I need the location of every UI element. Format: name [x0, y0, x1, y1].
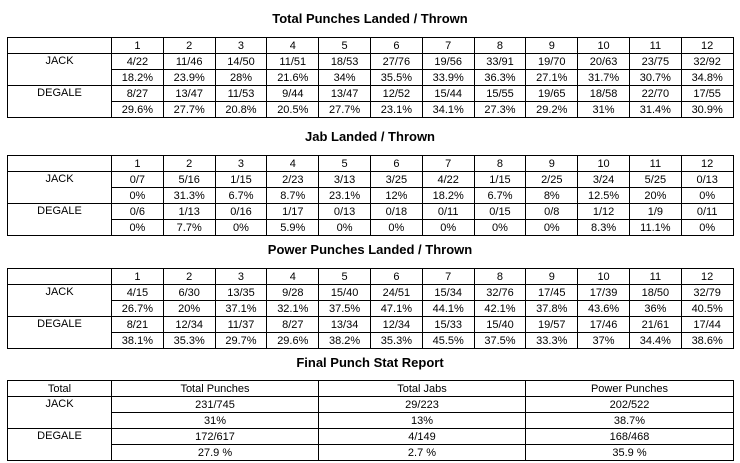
pct-cell: 28% [215, 70, 267, 86]
stat-cell: 1/15 [474, 172, 526, 188]
pct-cell: 31% [578, 102, 630, 118]
jack-totals-pct-row [8, 413, 734, 429]
round-header: 4 [267, 38, 319, 54]
jack-totals-row [8, 397, 734, 413]
round-header: 5 [319, 156, 371, 172]
stat-cell: 22/70 [629, 86, 681, 102]
round-header: 3 [215, 269, 267, 285]
fighter-name-degale: DEGALE [8, 429, 112, 461]
degale-pct-row [8, 102, 734, 118]
pct-cell: 37% [578, 333, 630, 349]
pct-cell: 45.5% [422, 333, 474, 349]
stat-cell: 11/46 [163, 54, 215, 70]
stat-cell: 1/15 [215, 172, 267, 188]
stat-cell: 4/22 [422, 172, 474, 188]
pct-cell: 0% [112, 220, 164, 236]
pct-cell: 21.6% [267, 70, 319, 86]
stat-cell: 4/15 [112, 285, 164, 301]
pct-cell: 29.2% [526, 102, 578, 118]
header-empty-cell [8, 269, 112, 285]
header-empty-cell [8, 156, 112, 172]
stat-cell: 17/44 [681, 317, 733, 333]
total-punches-table [7, 37, 734, 118]
stat-cell: 0/11 [681, 204, 733, 220]
stat-cell: 12/52 [370, 86, 422, 102]
stat-cell: 0/7 [112, 172, 164, 188]
pct-cell: 31.4% [629, 102, 681, 118]
pct-cell: 8.7% [267, 188, 319, 204]
stat-cell: 5/25 [629, 172, 681, 188]
stat-cell: 0/16 [215, 204, 267, 220]
stat-cell: 27/76 [370, 54, 422, 70]
jabs-table [7, 155, 734, 236]
jack-landed-row [8, 54, 734, 70]
pct-cell: 37.8% [526, 301, 578, 317]
stat-cell: 202/522 [526, 397, 734, 413]
pct-cell: 20.5% [267, 102, 319, 118]
pct-cell: 33.3% [526, 333, 578, 349]
pct-cell: 35.5% [370, 70, 422, 86]
stat-cell: 17/45 [526, 285, 578, 301]
pct-cell: 29.6% [267, 333, 319, 349]
stat-cell: 15/33 [422, 317, 474, 333]
round-header: 8 [474, 38, 526, 54]
round-header: 9 [526, 156, 578, 172]
round-header: 2 [163, 38, 215, 54]
stat-cell: 4/22 [112, 54, 164, 70]
pct-cell: 32.1% [267, 301, 319, 317]
stat-cell: 0/13 [681, 172, 733, 188]
fighter-name-jack: JACK [8, 54, 112, 86]
fighter-name-jack: JACK [8, 397, 112, 429]
pct-cell: 20.8% [215, 102, 267, 118]
pct-cell: 40.5% [681, 301, 733, 317]
pct-cell: 38.2% [319, 333, 371, 349]
stat-cell: 15/34 [422, 285, 474, 301]
pct-cell: 8.3% [578, 220, 630, 236]
pct-cell: 36.3% [474, 70, 526, 86]
pct-cell: 30.7% [629, 70, 681, 86]
stat-cell: 0/11 [422, 204, 474, 220]
pct-cell: 34.1% [422, 102, 474, 118]
column-header: Total Jabs [319, 381, 526, 397]
stat-cell: 18/58 [578, 86, 630, 102]
rounds-header-row [8, 156, 734, 172]
round-header: 7 [422, 38, 474, 54]
stat-cell: 19/57 [526, 317, 578, 333]
stat-cell: 0/15 [474, 204, 526, 220]
pct-cell: 8% [526, 188, 578, 204]
pct-cell: 12.5% [578, 188, 630, 204]
round-header: 6 [370, 269, 422, 285]
stat-cell: 32/79 [681, 285, 733, 301]
stat-cell: 32/92 [681, 54, 733, 70]
pct-cell: 37.5% [474, 333, 526, 349]
jack-landed-row [8, 172, 734, 188]
fighter-name-degale: DEGALE [8, 86, 112, 118]
stat-cell: 231/745 [112, 397, 319, 413]
pct-cell: 23.9% [163, 70, 215, 86]
pct-cell: 37.1% [215, 301, 267, 317]
stat-cell: 19/56 [422, 54, 474, 70]
degale-totals-row [8, 429, 734, 445]
round-header: 7 [422, 269, 474, 285]
stat-cell: 12/34 [163, 317, 215, 333]
pct-cell: 0% [681, 188, 733, 204]
pct-cell: 18.2% [112, 70, 164, 86]
stat-cell: 20/63 [578, 54, 630, 70]
jack-pct-row [8, 188, 734, 204]
round-header: 12 [681, 38, 733, 54]
jack-pct-row [8, 301, 734, 317]
pct-cell: 27.7% [163, 102, 215, 118]
round-header: 12 [681, 156, 733, 172]
degale-landed-row [8, 204, 734, 220]
pct-cell: 35.3% [370, 333, 422, 349]
stat-cell: 19/65 [526, 86, 578, 102]
stat-cell: 19/70 [526, 54, 578, 70]
stat-cell: 29/223 [319, 397, 526, 413]
stat-cell: 172/617 [112, 429, 319, 445]
pct-cell: 0% [215, 220, 267, 236]
stat-cell: 24/51 [370, 285, 422, 301]
round-header: 3 [215, 156, 267, 172]
pct-cell: 43.6% [578, 301, 630, 317]
pct-cell: 27.7% [319, 102, 371, 118]
stat-cell: 21/61 [629, 317, 681, 333]
stat-cell: 8/27 [267, 317, 319, 333]
jack-pct-row [8, 70, 734, 86]
stat-cell: 11/51 [267, 54, 319, 70]
stat-cell: 13/47 [319, 86, 371, 102]
stat-cell: 15/40 [474, 317, 526, 333]
rounds-header-row [8, 269, 734, 285]
stat-cell: 15/40 [319, 285, 371, 301]
pct-cell: 18.2% [422, 188, 474, 204]
pct-cell: 38.6% [681, 333, 733, 349]
round-header: 8 [474, 156, 526, 172]
round-header: 10 [578, 38, 630, 54]
pct-cell: 36% [629, 301, 681, 317]
round-header: 3 [215, 38, 267, 54]
round-header: 6 [370, 156, 422, 172]
pct-cell: 5.9% [267, 220, 319, 236]
fighter-name-degale: DEGALE [8, 317, 112, 349]
pct-cell: 44.1% [422, 301, 474, 317]
pct-cell: 31% [112, 413, 319, 429]
column-header: Total [8, 381, 112, 397]
pct-cell: 0% [319, 220, 371, 236]
stat-cell: 1/17 [267, 204, 319, 220]
pct-cell: 23.1% [319, 188, 371, 204]
pct-cell: 34.8% [681, 70, 733, 86]
jabs-title: Jab Landed / Thrown [304, 129, 435, 144]
pct-cell: 30.9% [681, 102, 733, 118]
pct-cell: 0% [370, 220, 422, 236]
stat-cell: 13/34 [319, 317, 371, 333]
column-header: Total Punches [112, 381, 319, 397]
round-header: 4 [267, 156, 319, 172]
pct-cell: 0% [681, 220, 733, 236]
pct-cell: 0% [112, 188, 164, 204]
pct-cell: 34% [319, 70, 371, 86]
pct-cell: 12% [370, 188, 422, 204]
pct-cell: 47.1% [370, 301, 422, 317]
stat-cell: 3/24 [578, 172, 630, 188]
stat-cell: 17/39 [578, 285, 630, 301]
stat-cell: 3/25 [370, 172, 422, 188]
rounds-header-row [8, 38, 734, 54]
degale-landed-row [8, 86, 734, 102]
round-header: 1 [112, 38, 164, 54]
pct-cell: 35.3% [163, 333, 215, 349]
stat-cell: 2/23 [267, 172, 319, 188]
pct-cell: 27.3% [474, 102, 526, 118]
stat-cell: 6/30 [163, 285, 215, 301]
round-header: 10 [578, 269, 630, 285]
round-header: 7 [422, 156, 474, 172]
pct-cell: 34.4% [629, 333, 681, 349]
pct-cell: 31.7% [578, 70, 630, 86]
stat-cell: 11/53 [215, 86, 267, 102]
pct-cell: 7.7% [163, 220, 215, 236]
stat-cell: 8/21 [112, 317, 164, 333]
stat-cell: 0/18 [370, 204, 422, 220]
stat-cell: 15/55 [474, 86, 526, 102]
stat-cell: 18/53 [319, 54, 371, 70]
pct-cell: 27.9 % [112, 445, 319, 461]
stat-cell: 5/16 [163, 172, 215, 188]
round-header: 6 [370, 38, 422, 54]
stat-cell: 1/9 [629, 204, 681, 220]
final-report-table [7, 380, 734, 461]
pct-cell: 31.3% [163, 188, 215, 204]
pct-cell: 35.9 % [526, 445, 734, 461]
stat-cell: 1/13 [163, 204, 215, 220]
pct-cell: 13% [319, 413, 526, 429]
round-header: 9 [526, 38, 578, 54]
stat-cell: 17/46 [578, 317, 630, 333]
jack-landed-row [8, 285, 734, 301]
stat-cell: 17/55 [681, 86, 733, 102]
stat-cell: 168/468 [526, 429, 734, 445]
pct-cell: 42.1% [474, 301, 526, 317]
round-header: 4 [267, 269, 319, 285]
pct-cell: 20% [629, 188, 681, 204]
final-report-title: Final Punch Stat Report [296, 355, 444, 370]
stat-cell: 3/13 [319, 172, 371, 188]
total-punches-title: Total Punches Landed / Thrown [272, 11, 468, 26]
pct-cell: 38.7% [526, 413, 734, 429]
stat-cell: 33/91 [474, 54, 526, 70]
pct-cell: 27.1% [526, 70, 578, 86]
pct-cell: 0% [526, 220, 578, 236]
stat-cell: 18/50 [629, 285, 681, 301]
round-header: 12 [681, 269, 733, 285]
final-header-row [8, 381, 734, 397]
pct-cell: 29.6% [112, 102, 164, 118]
header-empty-cell [8, 38, 112, 54]
fighter-name-jack: JACK [8, 172, 112, 204]
round-header: 2 [163, 156, 215, 172]
pct-cell: 37.5% [319, 301, 371, 317]
stat-cell: 0/8 [526, 204, 578, 220]
stat-cell: 13/35 [215, 285, 267, 301]
pct-cell: 11.1% [629, 220, 681, 236]
round-header: 8 [474, 269, 526, 285]
round-header: 1 [112, 269, 164, 285]
stat-cell: 1/12 [578, 204, 630, 220]
pct-cell: 6.7% [215, 188, 267, 204]
stat-cell: 2/25 [526, 172, 578, 188]
round-header: 10 [578, 156, 630, 172]
pct-cell: 29.7% [215, 333, 267, 349]
round-header: 5 [319, 269, 371, 285]
stat-cell: 23/75 [629, 54, 681, 70]
round-header: 11 [629, 156, 681, 172]
degale-totals-pct-row [8, 445, 734, 461]
pct-cell: 6.7% [474, 188, 526, 204]
pct-cell: 33.9% [422, 70, 474, 86]
degale-pct-row [8, 333, 734, 349]
pct-cell: 26.7% [112, 301, 164, 317]
stat-cell: 15/44 [422, 86, 474, 102]
power-punches-title: Power Punches Landed / Thrown [267, 242, 473, 257]
stat-cell: 12/34 [370, 317, 422, 333]
stat-cell: 9/44 [267, 86, 319, 102]
round-header: 11 [629, 269, 681, 285]
round-header: 9 [526, 269, 578, 285]
pct-cell: 20% [163, 301, 215, 317]
degale-pct-row [8, 220, 734, 236]
pct-cell: 2.7 % [319, 445, 526, 461]
fighter-name-jack: JACK [8, 285, 112, 317]
stat-cell: 13/47 [163, 86, 215, 102]
column-header: Power Punches [526, 381, 734, 397]
round-header: 1 [112, 156, 164, 172]
pct-cell: 38.1% [112, 333, 164, 349]
power-punches-table [7, 268, 734, 349]
pct-cell: 0% [422, 220, 474, 236]
stat-cell: 32/76 [474, 285, 526, 301]
fighter-name-degale: DEGALE [8, 204, 112, 236]
pct-cell: 23.1% [370, 102, 422, 118]
stat-cell: 4/149 [319, 429, 526, 445]
stat-cell: 14/50 [215, 54, 267, 70]
pct-cell: 0% [474, 220, 526, 236]
stat-cell: 9/28 [267, 285, 319, 301]
degale-landed-row [8, 317, 734, 333]
round-header: 11 [629, 38, 681, 54]
stat-cell: 0/6 [112, 204, 164, 220]
stat-cell: 11/37 [215, 317, 267, 333]
round-header: 2 [163, 269, 215, 285]
stat-cell: 8/27 [112, 86, 164, 102]
round-header: 5 [319, 38, 371, 54]
stat-cell: 0/13 [319, 204, 371, 220]
